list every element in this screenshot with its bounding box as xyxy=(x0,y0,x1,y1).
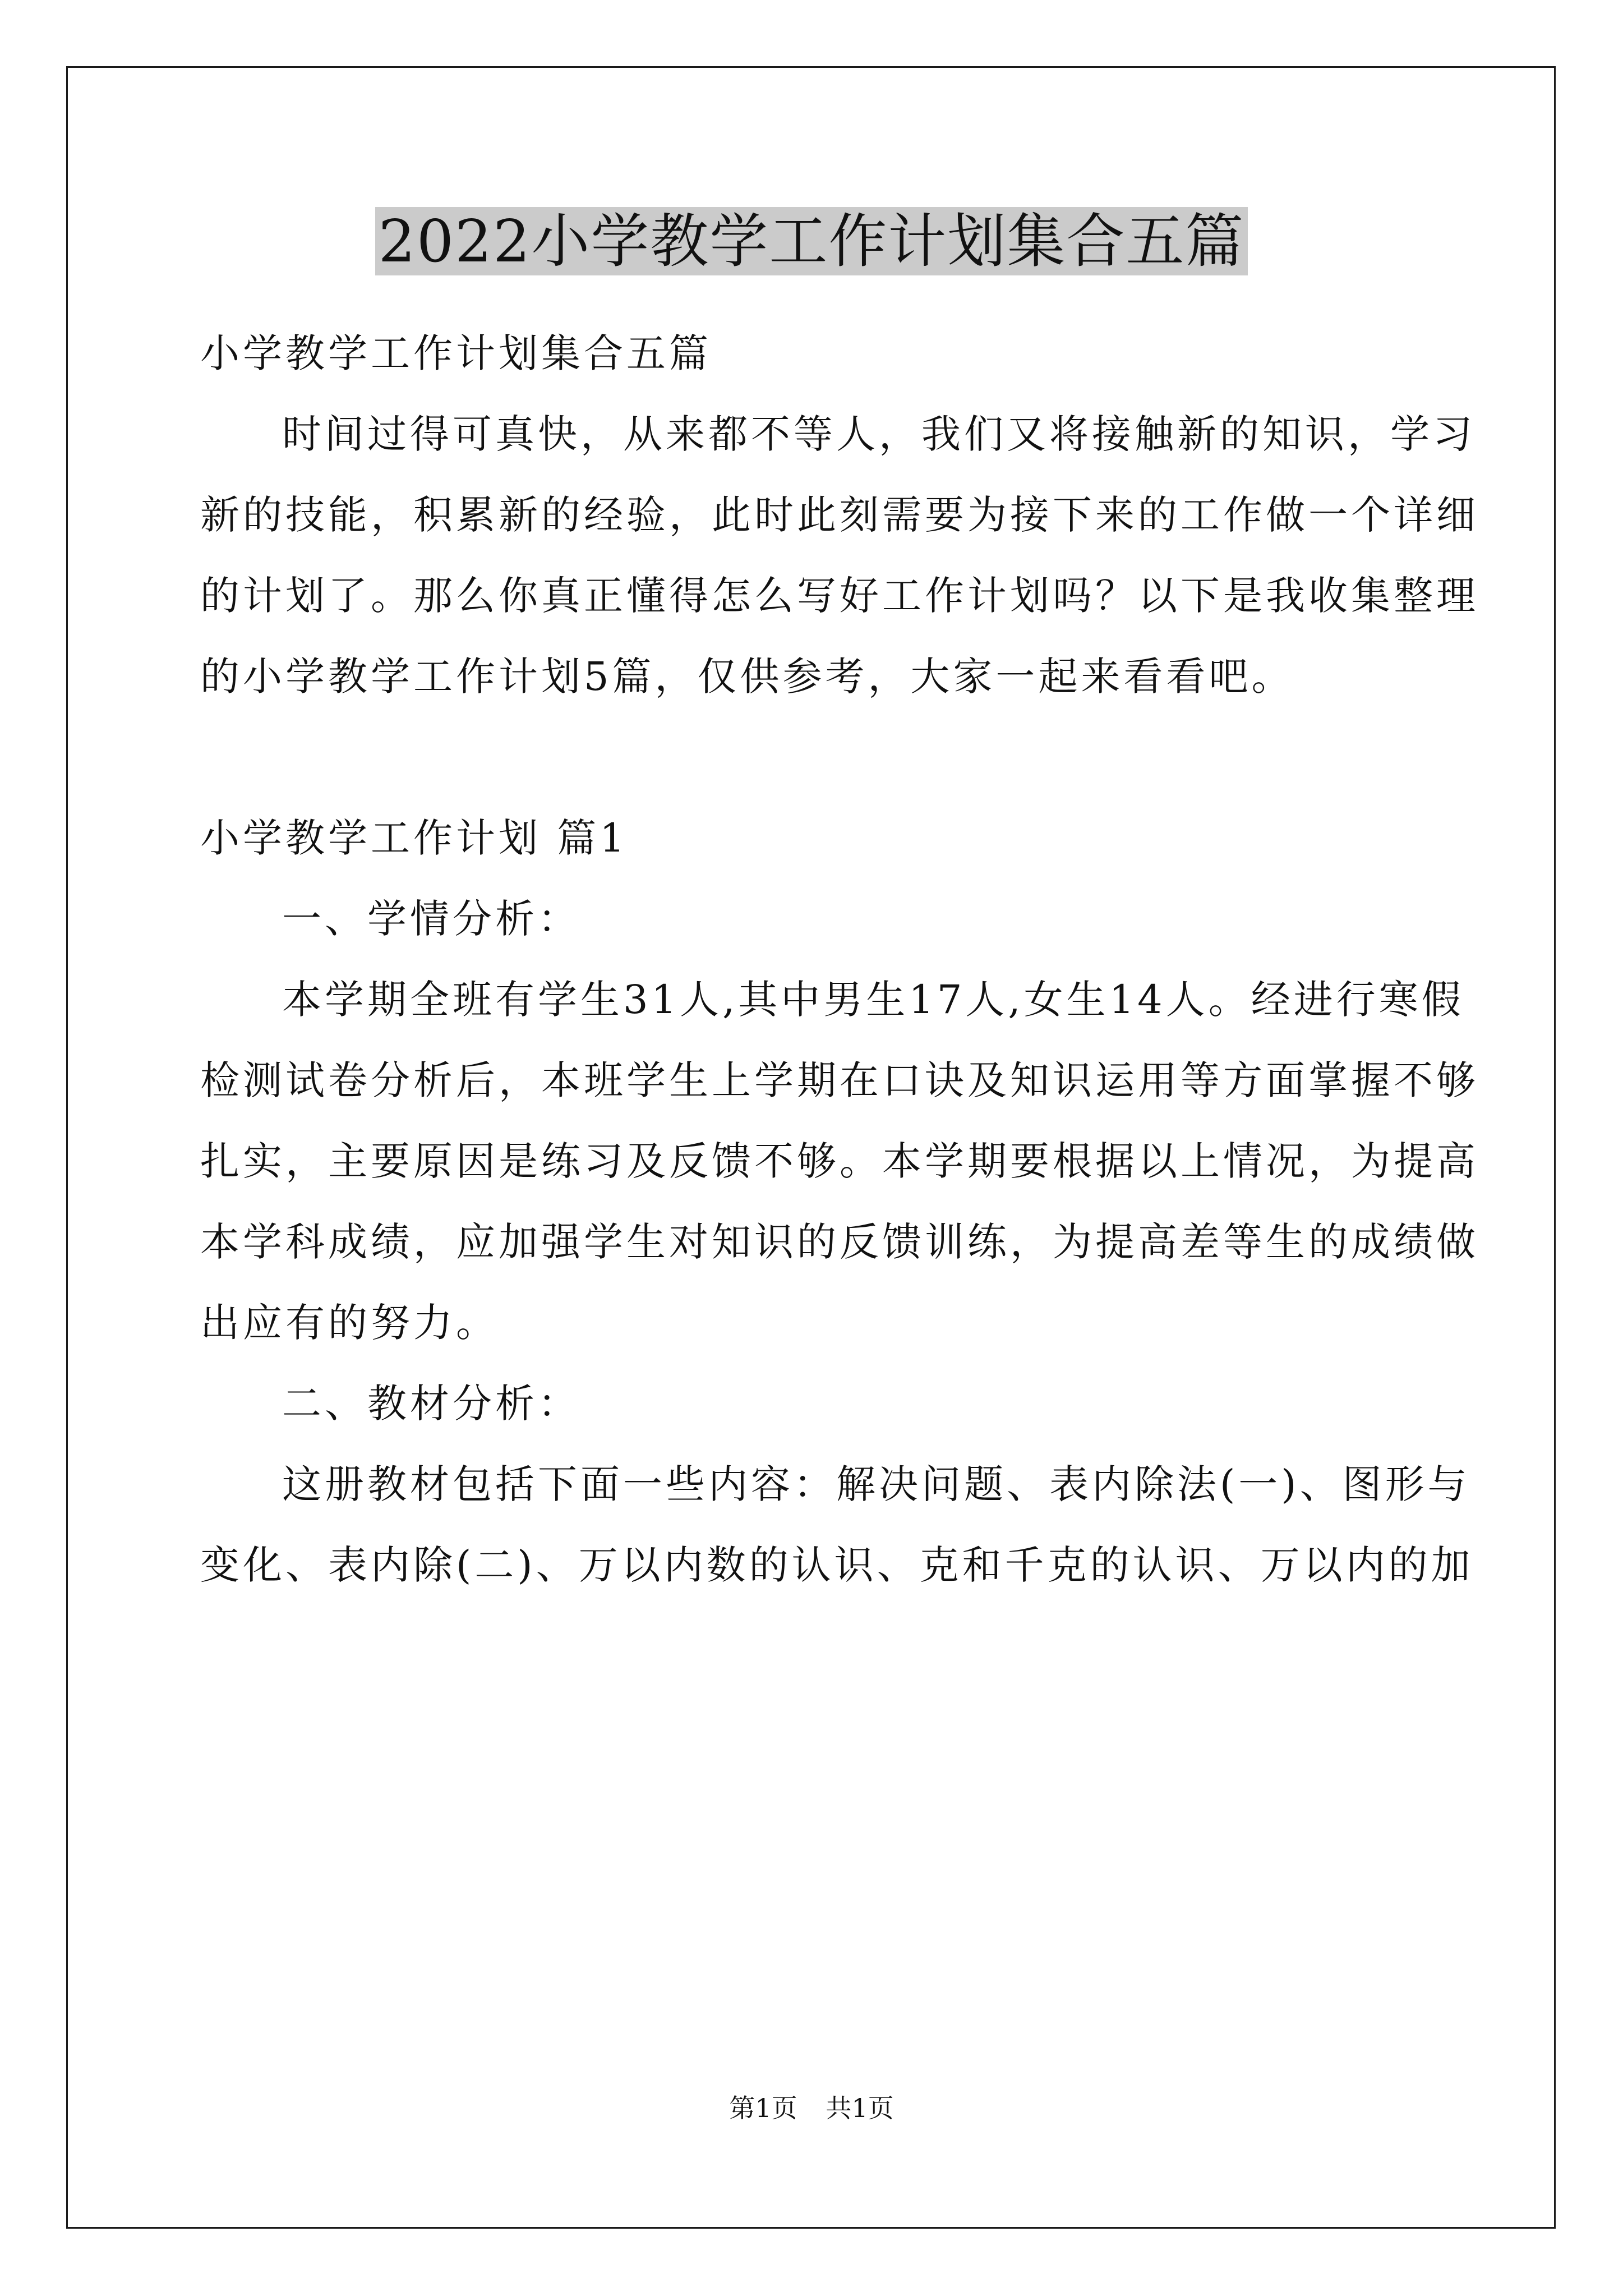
section-heading-learning-analysis: 一、学情分析： xyxy=(282,896,580,942)
section1-line-5: 出应有的努力。 xyxy=(200,1300,499,1346)
intro-line-2: 新的技能，积累新的经验，此时此刻需要为接下来的工作做一个详细 xyxy=(200,492,1479,538)
intro-line-4: 的小学教学工作计划5篇，仅供参考，大家一起来看看吧。 xyxy=(200,654,1294,700)
section2-line-1: 这册教材包括下面一些内容：解决问题、表内除法(一)、图形与 xyxy=(282,1461,1470,1507)
intro-line-1: 时间过得可真快，从来都不等人，我们又将接触新的知识，学习 xyxy=(282,411,1476,457)
section1-line-4: 本学科成绩，应加强学生对知识的反馈训练，为提高差等生的成绩做 xyxy=(200,1219,1479,1265)
document-title-text: 2022小学教学工作计划集合五篇 xyxy=(375,207,1248,275)
section1-line-3: 扎实，主要原因是练习及反馈不够。本学期要根据以上情况，为提高 xyxy=(200,1138,1479,1184)
article-heading: 小学教学工作计划 篇1 xyxy=(200,815,628,861)
page-number-current: 第1页 xyxy=(729,2093,797,2123)
section1-line-1: 本学期全班有学生31人,其中男生17人,女生14人。经进行寒假 xyxy=(282,977,1464,1023)
document-title xyxy=(0,202,1623,280)
document-subtitle: 小学教学工作计划集合五篇 xyxy=(200,330,712,376)
page-footer xyxy=(0,2091,1623,2125)
document-body xyxy=(200,313,1479,1605)
paragraph-spacer xyxy=(200,717,1423,798)
page-number-total: 共1页 xyxy=(826,2093,894,2123)
section-heading-textbook-analysis: 二、教材分析： xyxy=(282,1381,580,1427)
intro-line-3: 的计划了。那么你真正懂得怎么写好工作计划吗？以下是我收集整理 xyxy=(200,573,1479,619)
section1-line-2: 检测试卷分析后，本班学生上学期在口诀及知识运用等方面掌握不够 xyxy=(200,1057,1479,1103)
section2-line-2: 变化、表内除(二)、万以内数的认识、克和千克的认识、万以内的加 xyxy=(200,1542,1474,1588)
